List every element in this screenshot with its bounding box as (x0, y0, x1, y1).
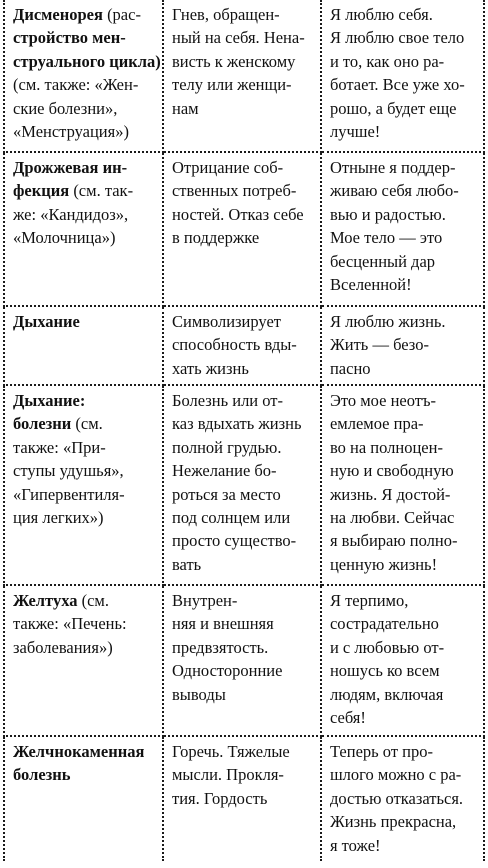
ailment-line: (см. также: «Жен- (13, 75, 139, 95)
affirmation-line: живаю себя любо- (329, 181, 459, 201)
cause-line: Односторонние (171, 661, 283, 681)
cause-line: предвзятость. (171, 637, 269, 657)
ailment-line: «Менструация») (13, 122, 129, 142)
affirmation-line: Я люблю свое тело (329, 28, 465, 48)
cause-line: ностей. Отказ себе (171, 204, 304, 224)
affirmation-line: ную и свободную (329, 461, 454, 481)
table-row (4, 585, 484, 736)
cause-line: Болезнь или от- (171, 391, 284, 410)
ailment-line: ские болезни», (13, 98, 118, 118)
affirmation-line: и с любовью от- (329, 637, 445, 657)
cause-line: ственных потреб- (171, 181, 297, 201)
ailment-line: «Гипервентиля- (13, 484, 125, 504)
ailment-line: также: «Печень: (13, 614, 127, 634)
cause-line: хать жизнь (171, 358, 249, 378)
affirmation-cell (321, 385, 484, 585)
affirmation-cell (321, 585, 484, 736)
ailment-cell (4, 306, 163, 385)
cause-line: просто существо- (171, 531, 297, 551)
cause-cell (163, 0, 321, 152)
affirmation-line: во на полноцен- (329, 437, 443, 457)
cause-line: тия. Гордость (171, 788, 268, 808)
cause-line: в поддержке (171, 228, 260, 248)
affirmation-cell (321, 152, 484, 306)
affirmation-line: Теперь от про- (329, 742, 433, 761)
cause-cell (163, 306, 321, 385)
ailment-line: ступы удушья», (13, 461, 124, 481)
ailment-line: же: «Кандидоз», (13, 204, 129, 224)
ailment-cell (4, 152, 163, 306)
table-row (4, 306, 484, 385)
cause-line: вать (171, 554, 202, 574)
ailment-line: «Молочница») (13, 228, 116, 248)
ailment-line: Желтуха (см. (13, 591, 109, 610)
affirmation-line: емлемое пра- (329, 414, 424, 434)
cause-line: Нежелание бо- (171, 461, 277, 481)
affirmation-line: достью отказаться. (329, 788, 464, 808)
affirmation-line: шлого можно с ра- (329, 765, 462, 785)
ailment-line: фекция (см. так- (13, 181, 134, 201)
ailment-line: болезнь (13, 765, 71, 785)
cause-line: ный на себя. Нена- (171, 28, 305, 48)
ailment-cell (4, 0, 163, 152)
ailments-table (3, 0, 485, 861)
affirmation-line: Жить — безо- (329, 335, 429, 355)
ailment-line: также: «При- (13, 437, 106, 457)
affirmation-line: рошо, а будет еще (329, 98, 457, 118)
cause-cell (163, 385, 321, 585)
ailment-line: струального цикла) (13, 51, 161, 71)
table-row (4, 152, 484, 306)
cause-line: роться за место (171, 484, 281, 504)
affirmation-line: бесценный дар (329, 251, 436, 271)
affirmation-line: Отныне я поддер- (329, 158, 456, 177)
ailment-cell (4, 585, 163, 736)
ailment-line: Дыхание (13, 312, 80, 331)
ailment-line: Желчнокаменная (13, 742, 145, 761)
cause-line: телу или женщи- (171, 75, 292, 95)
cause-line: под солнцем или (171, 508, 291, 528)
ailment-line: Дрожжевая ин- (13, 158, 128, 177)
cause-cell (163, 152, 321, 306)
table-row (4, 385, 484, 585)
cause-line: выводы (171, 684, 226, 704)
cause-line: висть к женскому (171, 51, 296, 71)
cause-line: каз вдыхать жизнь (171, 414, 302, 434)
cause-line: Символизирует (171, 312, 281, 331)
cause-line: Гнев, обращен- (171, 5, 280, 24)
table-row (4, 0, 484, 152)
affirmation-line: Я люблю жизнь. (329, 312, 446, 331)
affirmation-line: ценную жизнь! (329, 554, 438, 574)
affirmation-line: пасно (329, 358, 371, 378)
affirmation-line: я тоже! (329, 835, 381, 855)
affirmation-line: на любви. Сейчас (329, 508, 455, 528)
affirmation-line: я выбираю полно- (329, 531, 458, 551)
cause-line: Внутрен- (171, 591, 238, 610)
table-body (4, 0, 484, 861)
affirmation-cell (321, 0, 484, 152)
affirmation-line: ношусь ко всем (329, 661, 440, 681)
cause-cell (163, 736, 321, 861)
affirmation-line: и то, как оно ра- (329, 51, 445, 71)
cause-line: мысли. Прокля- (171, 765, 284, 785)
cause-line: полной грудью. (171, 437, 282, 457)
affirmation-line: людям, включая (329, 684, 444, 704)
affirmation-line: Вселенной! (329, 275, 412, 295)
cause-line: способность вды- (171, 335, 297, 355)
affirmation-line: Я люблю себя. (329, 5, 433, 24)
cause-line: Отрицание соб- (171, 158, 284, 177)
affirmation-line: вью и радостью. (329, 204, 446, 224)
affirmation-line: Я терпимо, (329, 591, 409, 610)
affirmation-line: Это мое неотъ- (329, 391, 436, 410)
ailment-line: Дисменорея (рас- (13, 5, 141, 24)
affirmation-line: Жизнь прекрасна, (329, 812, 457, 832)
table-row (4, 736, 484, 861)
affirmation-cell (321, 306, 484, 385)
affirmation-line: сострадательно (329, 614, 439, 634)
affirmation-cell (321, 736, 484, 861)
ailment-line: стройство мен- (13, 28, 126, 48)
ailment-line: заболевания») (13, 637, 113, 657)
ailment-line: ция легких») (13, 508, 104, 528)
affirmation-line: ботает. Все уже хо- (329, 75, 465, 95)
cause-cell (163, 585, 321, 736)
affirmation-line: жизнь. Я достой- (329, 484, 451, 504)
affirmation-line: лучше! (329, 122, 381, 142)
ailment-cell (4, 736, 163, 861)
affirmation-line: себя! (329, 708, 366, 728)
cause-line: нам (171, 98, 199, 118)
cause-line: Горечь. Тяжелые (171, 742, 290, 761)
ailment-line: болезни (см. (13, 414, 103, 434)
affirmation-line: Мое тело — это (329, 228, 443, 248)
cause-line: няя и внешняя (171, 614, 274, 634)
ailment-line: Дыхание: (13, 391, 86, 410)
ailment-cell (4, 385, 163, 585)
